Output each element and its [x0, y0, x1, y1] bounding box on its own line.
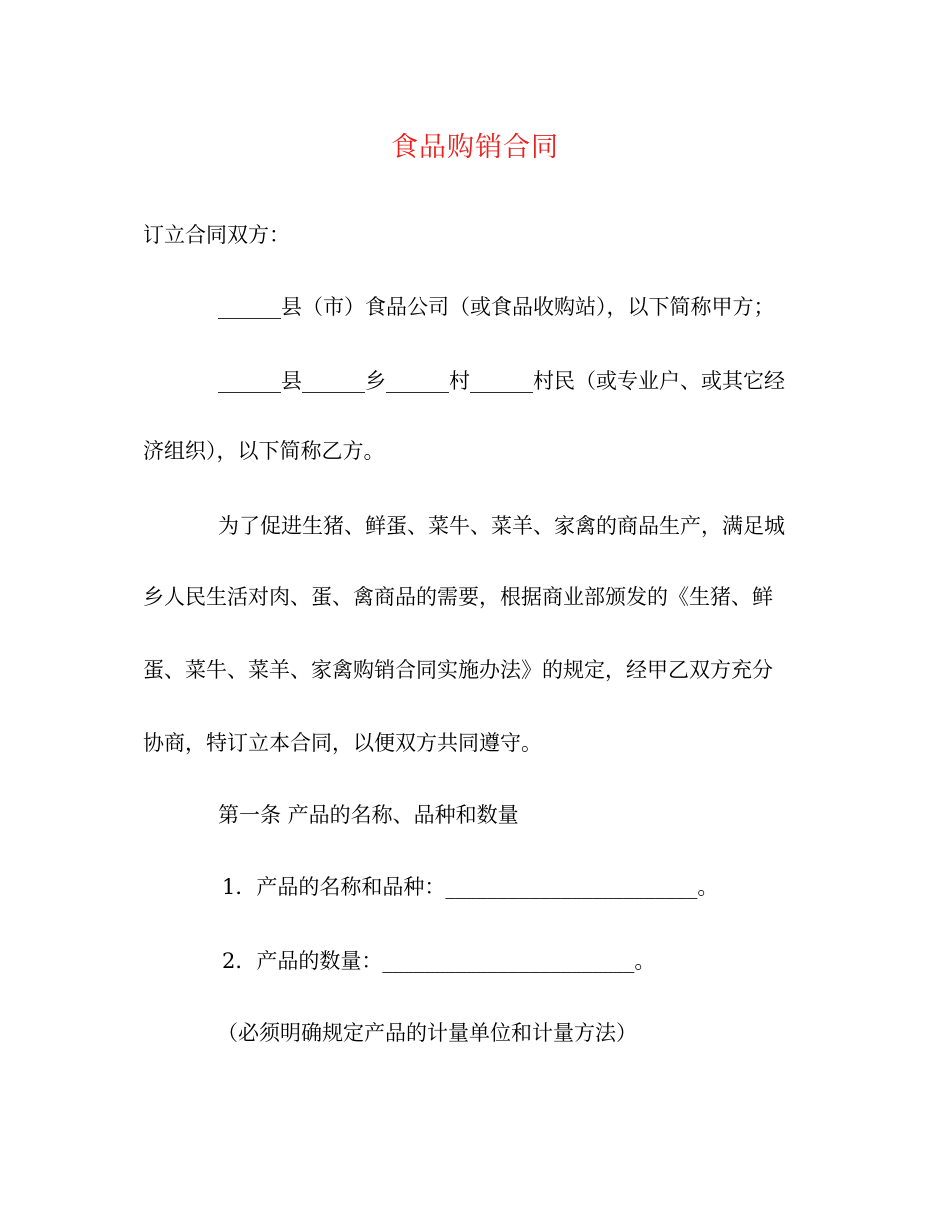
document-title: 食品购销合同	[391, 132, 559, 163]
party-b-line-cont: 济组织），以下简称乙方。	[143, 439, 385, 463]
article-one-heading: 第一条 产品的名称、品种和数量	[218, 803, 519, 827]
item-product-name: 1．产品的名称和品种：________________________。	[222, 875, 719, 899]
preamble-line-2: 乡人民生活对肉、蛋、禽商品的需要，根据商业部颁发的《生猪、鲜	[143, 585, 773, 609]
preamble-line-3: 蛋、菜牛、菜羊、家禽购销合同实施办法》的规定，经甲乙双方充分	[143, 658, 773, 682]
party-b-line: ______县______乡______村______村民（或专业户、或其它经	[218, 369, 785, 393]
party-a-line: ______县（市）食品公司（或食品收购站），以下简称甲方；	[218, 295, 775, 319]
preamble-line-4: 协商，特订立本合同，以便双方共同遵守。	[143, 731, 542, 755]
preamble-line-1: 为了促进生猪、鲜蛋、菜牛、菜羊、家禽的商品生产，满足城	[218, 514, 785, 538]
quantity-note: （必须明确规定产品的计量单位和计量方法）	[217, 1021, 637, 1045]
item-product-quantity: 2．产品的数量：________________________。	[222, 949, 656, 973]
contract-parties-heading: 订立合同双方：	[143, 223, 290, 247]
